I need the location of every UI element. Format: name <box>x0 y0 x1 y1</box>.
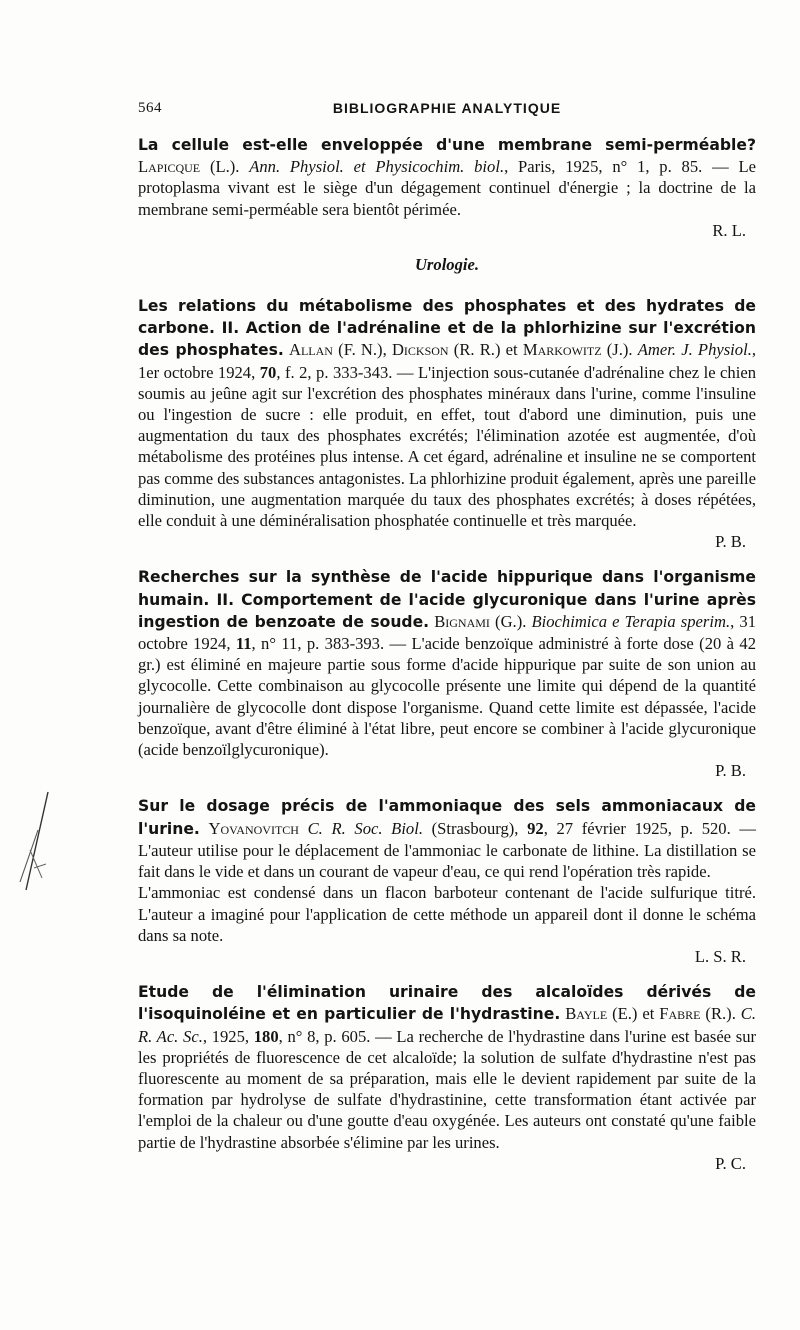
entry-abstract: La recherche de l'hydrastine dans l'urine est basée sur les propriétés de fluorescence de cet alcaloïde; la solution de sulfate d'hydrastine n'est pas fluorescente au moment de sa préparation, mais elle le devient rapidement par suite de la formation par hydrolyse de sulfate d'hydrastinine, cette transformation étant activée par l'emploi de la chaleur ou d'une goutte d'eau oxygénée. Les auteurs ont constaté qu'une faible partie de l'hydrastine absorbée s'élimine par les urines. <box>138 1026 757 1152</box>
handwritten-margin-mark <box>8 790 68 900</box>
entry-abstract: Le protoplasma vivant est le siège d'un dégagement continuel d'énergie ; la doctrine de la membrane semi-perméable sera bientôt périmée. <box>138 157 756 219</box>
entry-ref: , 31 octobre 1924, <box>138 611 756 654</box>
entry-title: Sur le dosage précis de l'ammoniaque des sels ammoniacaux de l'urine. <box>138 797 756 838</box>
entry-ref-post: , 27 février 1925, p. 520. — <box>543 818 756 838</box>
entry-author-initial: (J.). <box>601 340 638 360</box>
entry-author: Yovanovitch <box>208 818 299 838</box>
entry-author-initial <box>299 819 308 838</box>
entry-volume: 180 <box>253 1026 279 1046</box>
entry-journal: C. R. Soc. Biol. <box>307 818 423 838</box>
entry-title: Les relations du métabolisme des phosphates et des hydrates de carbone. II. Action de l'adrénaline et de la phlorhizine sur l'excrétion des phosphates. <box>138 297 756 360</box>
entry-reviewer-initials: P. C. <box>715 1153 746 1173</box>
entry-author-initial: (G.). <box>489 611 532 631</box>
entry-journal: C. R. Ac. Sc. <box>138 1004 756 1046</box>
entry-reviewer-initials: P. B. <box>715 532 746 552</box>
entry-reviewer-initials: L. S. R. <box>694 946 746 966</box>
entry-ref-post: , n° 11, p. 383-393. — <box>251 634 412 654</box>
running-title: BIBLIOGRAPHIE ANALYTIQUE <box>332 100 562 116</box>
entry-title: Etude de l'élimination urinaire des alcaloïdes dérivés de l'isoquinoléine et en particulier de l'hydrastine. <box>138 983 756 1024</box>
entry-author-initial: (R. R.) et <box>448 340 523 360</box>
page-number: 564 <box>138 100 162 116</box>
entry-ref-post: 1, p. 85. — <box>637 157 739 177</box>
entry-volume: 92 <box>527 818 544 838</box>
entry-abstract-continued: L'ammoniac est condensé dans un flacon barboteur contenant de l'acide sulfurique titré. L'auteur a imaginé pour l'application de cette méthode un appareil dont il donne le schéma dans sa note. <box>138 883 756 945</box>
entry-reviewer-initials: P. B. <box>715 761 746 781</box>
entry-abstract: L'auteur utilise pour le déplacement de l'ammoniac le carbonate de lithine. La distillation se fait dans le vide et dans un courant de vapeur d'eau, ce qui rend l'opération très rapide. <box>138 840 756 882</box>
entry-volume: 70 <box>259 362 277 382</box>
entry-ref-post: , f. 2, p. 333-343. — <box>276 362 418 382</box>
entry-author-initial: (R.). <box>700 1004 741 1024</box>
bibliography-entry <box>138 795 756 967</box>
running-header <box>138 100 756 124</box>
entry-author: Dickson <box>391 340 449 360</box>
entry-journal: Ann. Physiol. et Physicochim. biol. <box>249 157 505 177</box>
entry-author: Allan <box>288 340 333 360</box>
section-heading: Urologie. <box>414 255 480 275</box>
entry-volume: 11 <box>235 634 252 654</box>
entry-abstract: L'acide benzoïque administré à forte dose (20 à 42 gr.) est éliminé en majeure partie sous forme d'acide hippurique par suite de son union au glycocolle. Cette combinaison au glycocolle présente une limite qui dépend de la quantité journalière de glycocolle dont dispose l'organisme. Quand cette limite est dépassée, l'acide benzoïque, avant d'être éliminé à l'état libre, peut encore se combiner à l'acide glycuronique (acide benzoïlglycuronique). <box>138 634 756 760</box>
entry-abstract: L'injection sous-cutanée d'adrénaline chez le chien soumis au jeûne agit sur l'excrétion des phosphates minéraux dans l'urine, comme l'insuline ou l'ingestion de sucre : elle produit, en effet, tout d'abord une diminution, puis une augmentation du taux des phosphates excrétés; l'élimination azotée est augmentée, d'où métabolisme des protéines plus intense. A cet égard, adrénaline et insuline ne se comportent pas comme des substances antagonistes. La phlorhizine produit également, après une pareille diminution, une augmentation marquée du taux des phosphates excrétés; à doses répétées, elle conduit à une déminéralisation phosphatée continuelle et très marquée. <box>138 362 756 531</box>
entry-ref: , Paris, 1925, n° <box>504 157 638 177</box>
entry-title: Recherches sur la synthèse de l'acide hippurique dans l'organisme humain. II. Comportement de l'acide glycuronique dans l'urine après ingestion de benzoate de soude. <box>138 568 756 631</box>
entry-journal: Biochimica e Terapia sperim. <box>531 611 731 631</box>
entry-author-initial: (F. N.), <box>332 340 392 360</box>
entry-title: La cellule est-elle enveloppée d'une membrane semi-perméable? <box>138 136 756 154</box>
bibliography-entry <box>138 981 756 1174</box>
entry-author: Markowitz <box>522 340 602 360</box>
entry-ref-post: , n° 8, p. 605. — <box>278 1026 397 1046</box>
bibliography-entry <box>138 134 756 241</box>
entry-author-initial: (L.). <box>200 157 250 177</box>
entry-author-initial: (E.) et <box>607 1004 660 1024</box>
entry-author: Fabre <box>659 1004 701 1024</box>
entry-reviewer-initials: R. L. <box>712 220 746 240</box>
entry-ref: , 1925, <box>202 1026 254 1046</box>
entry-journal: Amer. J. Physiol. <box>637 340 752 360</box>
entry-author: Lapicque <box>138 157 201 177</box>
entry-ref: (Strasbourg), <box>422 818 528 838</box>
bibliography-entry <box>138 295 756 552</box>
entry-author: Bignami <box>434 611 490 631</box>
bibliography-entry <box>138 566 756 781</box>
entry-ref: , 1er octobre 1924, <box>138 340 757 382</box>
entry-author: Bayle <box>565 1004 608 1024</box>
